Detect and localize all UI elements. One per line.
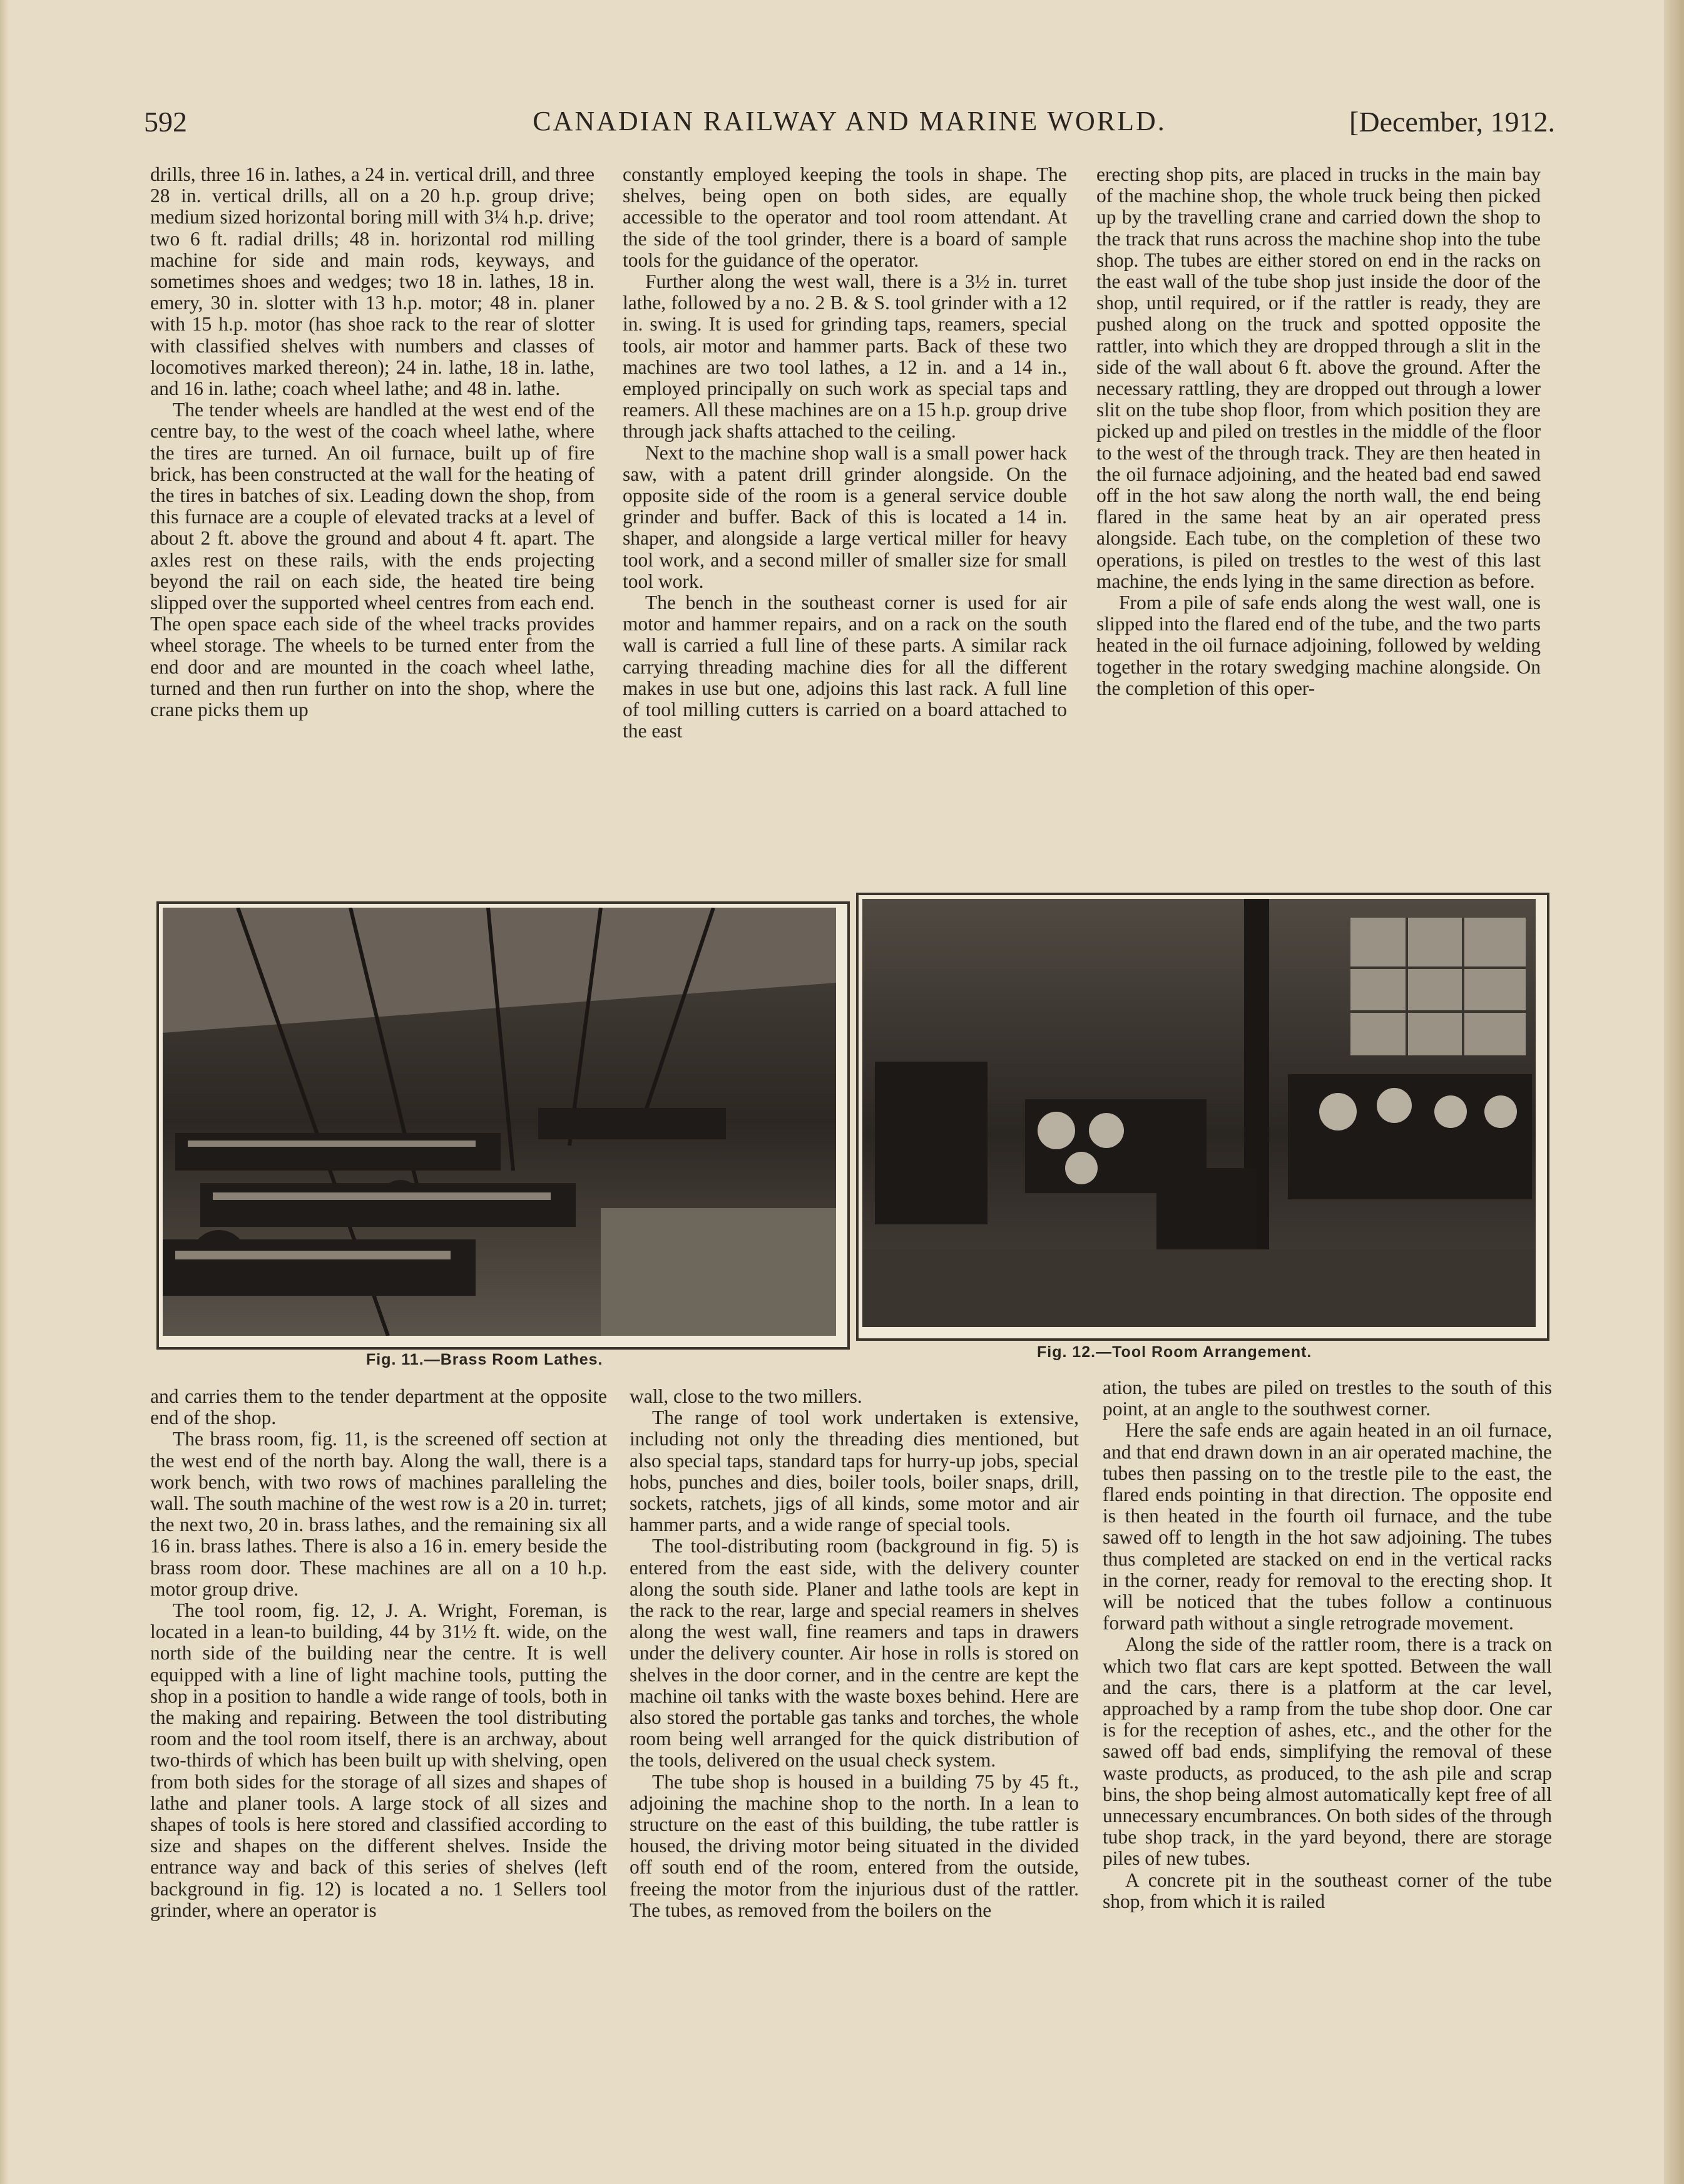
- figure-12-photo: [856, 893, 1549, 1341]
- paragraph: The tender wheels are handled at the west end of the centre bay, to the west of the coach wheel lathe, where the tires are turned. An oil furnace, built up of fire brick, has been constructed at the wall for the heating of the tires in batches of six. Leading down the shop, from this furnace are a couple of elevated tracks at a level of about 2 ft. above the ground and about 4 ft. apart. The axles rest on these rails, with the ends projecting beyond the rail on each side, the heated tire being slipped over the supported wheel centres from each end. The open space each side of the wheel tracks provides wheel storage. The wheels to be turned enter from the end door and are mounted in the coach wheel lathe, turned and then run further on into the shop, where the crane picks them up: [150, 399, 595, 721]
- paragraph: ation, the tubes are piled on trestles to the south of this point, at an angle to the southwest corner.: [1103, 1377, 1552, 1420]
- bottom-column-3: [1103, 1377, 1552, 1912]
- paragraph: constantly employed keeping the tools in shape. The shelves, being open on both sides, are equally accessible to the operator and tool room attendant. At the side of the tool grinder, there is a board of sample tools for the guidance of the operator.: [623, 163, 1067, 271]
- paragraph: From a pile of safe ends along the west wall, one is slipped into the flared end of the tube, and the two parts heated in the oil furnace adjoining, followed by welding together in the rotary swedging machine alongside. On the completion of this oper-: [1096, 592, 1541, 699]
- paragraph: The tube shop is housed in a building 75 by 45 ft., adjoining the machine shop to the north. In a lean to structure on the east of this building, the tube rattler is housed, the driving motor being situated in the divided off south end of the room, entered from the outside, freeing the motor from the injurious dust of the rattler. The tubes, as removed from the boilers on the: [630, 1770, 1079, 1921]
- top-column-3: [1096, 164, 1541, 699]
- figure-12-caption: Fig. 12.—Tool Room Arrangement.: [1037, 1343, 1312, 1361]
- paragraph: The tool-distributing room (background in fig. 5) is entered from the east side, with the delivery counter along the south side. Planer and lathe tools are kept in the rack to the rear, large and special reamers in shelves along the west wall, fine reamers and taps in drawers under the delivery counter. Air hose in rolls is stored on shelves in the door corner, and in the centre are kept the machine oil tanks with the waste boxes behind. Here are also stored the portable gas tanks and torches, the whole room being well arranged for the quick distribution of the tools, delivered on the usual check system.: [630, 1535, 1079, 1771]
- paragraph: Along the side of the rattler room, there is a track on which two flat cars are kept spotted. Between the wall and the cars, there is a platform at the car level, approached by a ramp from the tube shop door. One car is for the reception of ashes, etc., and the other for the sawed off bad ends, simplifying the removal of these waste products, as produced, to the ash pile and scrap bins, the shop being almost automatically kept free of all unnecessary encumbrances. On both sides of the through tube shop track, in the yard beyond, there are storage piles of new tubes.: [1103, 1633, 1552, 1870]
- page-edge-left: [0, 0, 9, 2184]
- paragraph: erecting shop pits, are placed in trucks in the main bay of the machine shop, the whole truck being then picked up by the travelling crane and carried down the shop to the track that runs across the machine shop into the tube shop. The tubes are either stored on end in the racks on the east wall of the tube shop just inside the door of the shop, until required, or if the rattler is ready, they are pushed along on the truck and spotted opposite the rattler, into which they are dropped through a slit in the side of the wall about 6 ft. above the ground. After the necessary rattling, they are dropped out through a lower slit on the tube shop floor, from which position they are picked up and piled on trestles in the middle of the floor to the west of the through track. They are then heated in the oil furnace adjoining, and the heated bad end sawed off in the hot saw along the north wall, the end being flared in the same heat by an air operated press alongside. Each tube, on the completion of these two operations, is piled on trestles to the west of this last machine, the ends lying in the same direction as before.: [1096, 163, 1541, 592]
- paragraph: The bench in the southeast corner is used for air motor and hammer repairs, and on a rack on the south wall is carried a full line of these parts. A similar rack carrying threading machine dies for all the different makes in use but one, adjoins this last rack. A full line of tool milling cutters is carried on a board attached to the east: [623, 592, 1067, 742]
- issue-date: [December, 1912.: [1349, 106, 1555, 138]
- paragraph: The brass room, fig. 11, is the screened off section at the west end of the north bay. Along the wall, there is a work bench, with two rows of machines paralleling the wall. The south machine of the west row is a 20 in. turret; the next two, 20 in. brass lathes, and the remaining six all 16 in. brass lathes. There is also a 16 in. emery beside the brass room door. These machines are all on a 10 h.p. motor group drive.: [150, 1428, 607, 1600]
- paragraph: The tool room, fig. 12, J. A. Wright, Foreman, is located in a lean-to building, 44 by 31½ ft. wide, on the north side of the building near the centre. It is well equipped with a line of light machine tools, putting the shop in a position to handle a wide range of tools, both in the making and repairing. Between the tool distributing room and the tool room itself, there is an archway, about two-thirds of which has been built up with shelving, open from both sides for the storage of all sizes and shapes of lathe and planer tools. A large stock of all sizes and shapes of tools is here stored and classified according to size and shapes on the different shelves. Inside the entrance way and back of this series of shelves (left background in fig. 12) is located a no. 1 Sellers tool grinder, where an operator is: [150, 1599, 607, 1921]
- page-header: [144, 105, 1555, 149]
- figure-11-photo: [156, 901, 850, 1350]
- paragraph: Next to the machine shop wall is a small power hack saw, with a patent drill grinder alongside. On the opposite side of the room is a general service double grinder and buffer. Back of this is located a 14 in. shaper, and alongside a large vertical miller for heavy tool work, and a second miller of smaller size for small tool work.: [623, 441, 1067, 592]
- top-column-2: [623, 164, 1067, 742]
- bottom-column-1: [150, 1386, 607, 1921]
- paragraph: The range of tool work undertaken is extensive, including not only the threading dies mentioned, but also special taps, standard taps for hurry-up jobs, special hobs, punches and dies, boiler tools, boiler snaps, drill, sockets, ratchets, jigs of all kinds, some motor and air hammer parts, and a wide range of special tools.: [630, 1407, 1079, 1536]
- paragraph: drills, three 16 in. lathes, a 24 in. vertical drill, and three 28 in. vertical drills, all on a 20 h.p. group drive; medium sized horizontal boring mill with 3¼ h.p. drive; two 6 ft. radial drills; 48 in. horizontal rod milling machine for side and main rods, keyways, and sometimes shoes and wedges; two 18 in. lathes, 18 in. emery, 30 in. slotter with 13 h.p. motor; 48 in. planer with 15 h.p. motor (has shoe rack to the rear of slotter with classified shelves with numbers and classes of locomotives marked thereon); 24 in. lathe, 18 in. lathe, and 16 in. lathe; coach wheel lathe; and 48 in. lathe.: [150, 163, 595, 400]
- paragraph: Further along the west wall, there is a 3½ in. turret lathe, followed by a no. 2 B. & S. tool grinder with a 12 in. swing. It is used for grinding taps, reamers, special tools, air motor and hammer parts. Back of these two machines are two tool lathes, a 12 in. and a 14 in., employed principally on such work as special taps and reamers. All these machines are on a 15 h.p. group drive through jack shafts attached to the ceiling.: [623, 270, 1067, 443]
- bottom-column-2: [630, 1386, 1079, 1921]
- publication-title: CANADIAN RAILWAY AND MARINE WORLD.: [533, 106, 1166, 136]
- paragraph: wall, close to the two millers.: [630, 1385, 862, 1407]
- page-edge-right: [1664, 0, 1684, 2184]
- figure-11-caption: Fig. 11.—Brass Room Lathes.: [366, 1351, 603, 1368]
- paragraph: and carries them to the tender department at the opposite end of the shop.: [150, 1385, 607, 1429]
- page-number: 592: [144, 106, 187, 138]
- paragraph: Here the safe ends are again heated in an oil furnace, and that end drawn down in an air operated machine, the tubes then passing on to the trestle pile to the east, the flared ends pointing in that direction. The opposite end is then heated in the fourth oil furnace, and the tube sawed off to length in the hot saw adjoining. The tubes thus completed are stacked on end in the vertical racks in the corner, ready for removal to the erecting shop. It will be noticed that the tubes follow a continuous forward path without a single retrograde movement.: [1103, 1419, 1552, 1634]
- paragraph: A concrete pit in the southeast corner of the tube shop, from which it is railed: [1103, 1869, 1552, 1912]
- top-column-1: [150, 164, 595, 720]
